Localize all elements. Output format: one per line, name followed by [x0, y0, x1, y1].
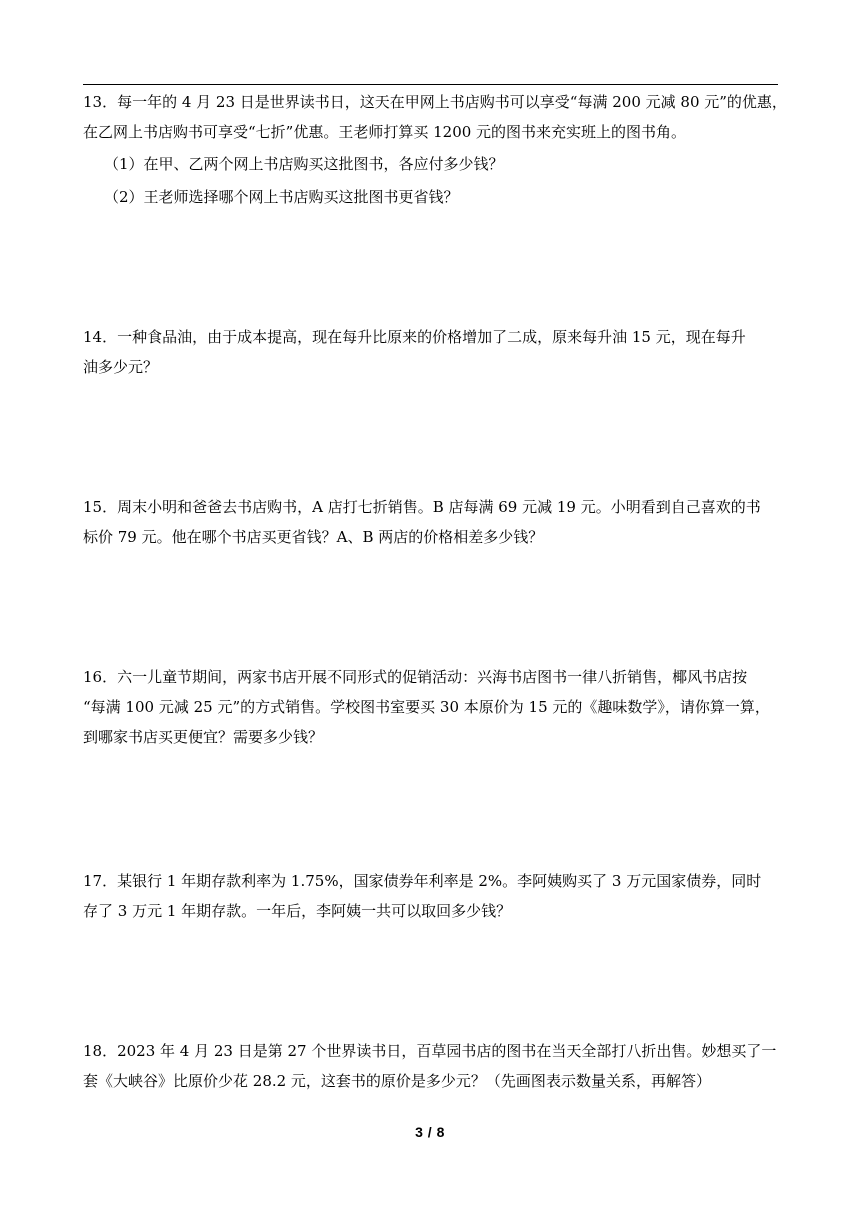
problem-14-line-1: 14．一种食品油，由于成本提高，现在每升比原来的价格增加了二成，原来每升油 15 元，现在每升 [83, 328, 746, 346]
problem-18-line-2: 套《大峡谷》比原价少花 28.2 元，这套书的原价是多少元？（先画图表示数量关系，再解答） [83, 1072, 711, 1090]
problem-16-line-2: “每满 100 元减 25 元”的方式销售。学校图书室要买 30 本原价为 15 元的《趣味数学》，请你算一算， [83, 698, 770, 716]
problem-15-line-2: 标价 79 元。他在哪个书店买更省钱？A、B 两店的价格相差多少钱？ [83, 528, 544, 546]
problem-15-line-1: 15．周末小明和爸爸去书店购书，A 店打七折销售。B 店每满 69 元减 19 元。小明看到自己喜欢的书 [83, 498, 761, 516]
problem-17 [83, 866, 783, 926]
problem-14-line-2: 油多少元？ [83, 358, 159, 376]
header-rule [83, 84, 778, 85]
problem-17-line-2: 存了 3 万元 1 年期存款。一年后，李阿姨一共可以取回多少钱？ [83, 902, 512, 920]
problem-14 [83, 322, 783, 382]
problem-17-line-1: 17．某银行 1 年期存款利率为 1.75%，国家债券年利率是 2%。李阿姨购买了 3 万元国家债券，同时 [83, 872, 762, 890]
problem-13 [83, 87, 787, 214]
problem-16-line-1: 16．六一儿童节期间，两家书店开展不同形式的促销活动：兴海书店图书一律八折销售，椰风书店按 [83, 668, 748, 686]
problem-13-line-2: 在乙网上书店购书可享受“七折”优惠。王老师打算买 1200 元的图书来充实班上的图书角。 [83, 123, 687, 141]
problem-13-line-1: 13．每一年的 4 月 23 日是世界读书日，这天在甲网上书店购书可以享受“每满 200 元减 80 元”的优惠， [83, 93, 787, 111]
problem-13-subquestion-2: （2）王老师选择哪个网上书店购买这批图书更省钱？ [104, 188, 459, 206]
problem-18 [83, 1036, 783, 1096]
problem-15 [83, 492, 783, 552]
problem-16 [83, 662, 783, 752]
problem-13-subquestion-1: （1）在甲、乙两个网上书店购买这批图书，各应付多少钱？ [104, 155, 504, 173]
problem-16-line-3: 到哪家书店买更便宜？需要多少钱？ [83, 728, 324, 746]
problem-18-line-1: 18．2023 年 4 月 23 日是第 27 个世界读书日，百草园书店的图书在当天全部打八折出售。妙想买了一 [83, 1042, 777, 1060]
page-number: 3 / 8 [415, 1124, 445, 1140]
